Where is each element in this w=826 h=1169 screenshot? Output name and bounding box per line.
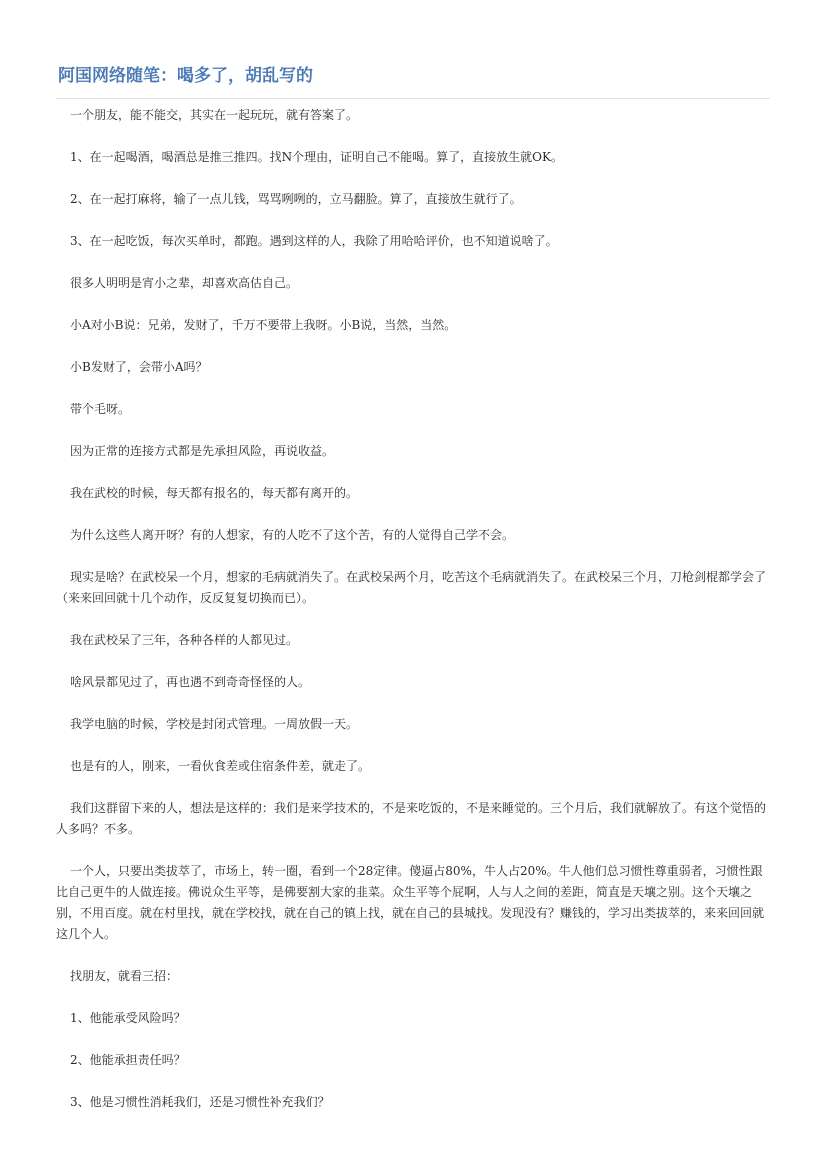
paragraph: 我们这群留下来的人，想法是这样的：我们是来学技术的，不是来吃饭的，不是来睡觉的。三个月后，我们就解放了。有这个觉悟的人多吗？不多。 (56, 801, 767, 836)
paragraph: 啥风景都见过了，再也遇不到奇奇怪怪的人。 (70, 675, 311, 689)
paragraph: 1、在一起喝酒，喝酒总是推三推四。找N个理由，证明自己不能喝。算了，直接放生就OK。 (70, 150, 563, 164)
article-body (56, 105, 770, 1113)
paragraph: 小A对小B说：兄弟，发财了，千万不要带上我呀。小B说，当然，当然。 (70, 318, 457, 332)
paragraph: 2、在一起打麻将，输了一点儿钱，骂骂咧咧的，立马翻脸。算了，直接放生就行了。 (70, 192, 522, 206)
paragraph: 我在武校的时候，每天都有报名的，每天都有离开的。 (70, 486, 359, 500)
paragraph: 一个人，只要出类拔萃了，市场上，转一圈，看到一个28定律。傻逼占80%，牛人占20%。牛人他们总习惯性尊重弱者，习惯性跟比自己更牛的人做连接。佛说众生平等，是佛要割大家的韭菜。众生平等个屁啊，人与人之间的差距，简直是天壤之别。这个天壤之别，不用百度。就在村里找，就在学校找，就在自己的镇上找，就在自己的县城找。发现没有？赚钱的，学习出类拔萃的，来来回回就这几个人。 (56, 864, 765, 941)
title-divider (56, 98, 770, 99)
paragraph: 我学电脑的时候，学校是封闭式管理。一周放假一天。 (70, 717, 359, 731)
paragraph: 因为正常的连接方式都是先承担风险，再说收益。 (70, 444, 335, 458)
paragraph: 1、他能承受风险吗？ (70, 1011, 186, 1025)
paragraph: 现实是啥？在武校呆一个月，想家的毛病就消失了。在武校呆两个月，吃苦这个毛病就消失了。在武校呆三个月，刀枪剑棍都学会了（来来回回就十几个动作，反反复复切换而已）。 (56, 570, 767, 605)
paragraph: 小B发财了，会带小A吗？ (70, 360, 208, 374)
paragraph: 很多人明明是宵小之辈，却喜欢高估自己。 (70, 276, 299, 290)
paragraph: 带个毛呀。 (70, 402, 131, 416)
paragraph: 3、他是习惯性消耗我们，还是习惯性补充我们？ (70, 1095, 330, 1109)
paragraph: 2、他能承担责任吗？ (70, 1053, 186, 1067)
article-title: 阿国网络随笔：喝多了，胡乱写的 (58, 66, 313, 86)
paragraph: 3、在一起吃饭，每次买单时，都跑。遇到这样的人，我除了用哈哈评价，也不知道说啥了。 (70, 234, 558, 248)
paragraph: 也是有的人，刚来，一看伙食差或住宿条件差，就走了。 (70, 759, 371, 773)
paragraph: 找朋友，就看三招： (70, 969, 179, 983)
paragraph: 一个朋友，能不能交，其实在一起玩玩，就有答案了。 (70, 108, 359, 122)
paragraph: 为什么这些人离开呀？有的人想家，有的人吃不了这个苦，有的人觉得自己学不会。 (70, 528, 515, 542)
paragraph: 我在武校呆了三年，各种各样的人都见过。 (70, 633, 299, 647)
